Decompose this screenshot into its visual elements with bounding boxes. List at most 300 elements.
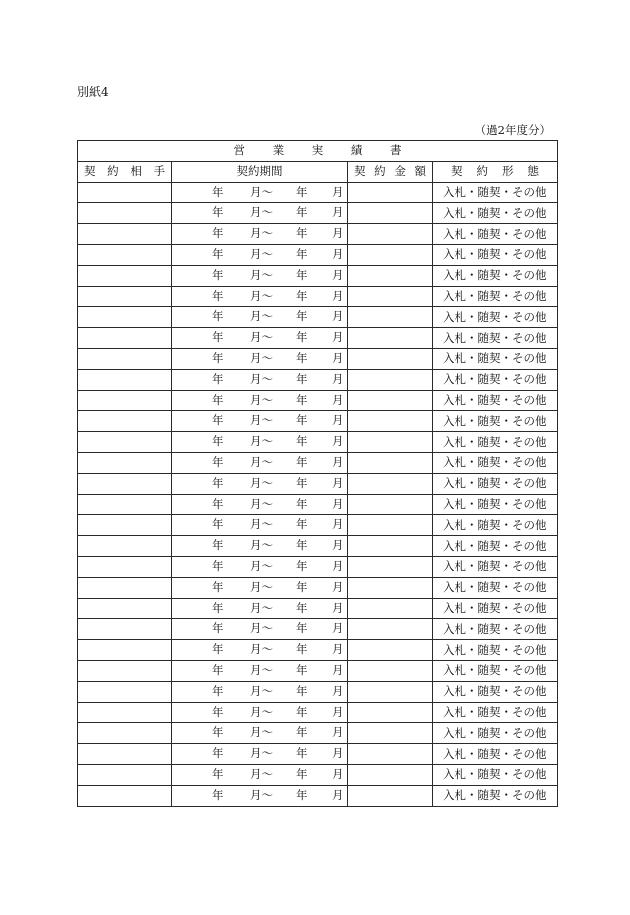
period-start-year: 年 [212,746,224,761]
period-start-year: 年 [212,704,224,719]
amount-cell[interactable] [348,681,433,702]
amount-cell[interactable] [348,348,433,369]
contract-form-cell[interactable]: 入札・随契・その他 [433,785,558,806]
period-start-month: 月〜 [250,642,273,657]
period-start-month: 月〜 [250,330,273,345]
table-row [78,224,558,245]
table-row [78,473,558,494]
period-start-month: 月〜 [250,496,273,511]
period-end-year: 年 [296,330,308,345]
period-start-year: 年 [212,579,224,594]
period-end-month: 月 [332,683,344,698]
period-end-year: 年 [296,538,308,553]
header-partner-char: 手 [153,164,165,179]
partner-cell[interactable] [78,203,172,224]
period-start-month: 月〜 [250,434,273,449]
period-end-year: 年 [296,226,308,241]
table-body [78,182,558,806]
table-row [78,265,558,286]
period-start-month: 月〜 [250,392,273,407]
contract-form-cell[interactable]: 入札・随契・その他 [433,390,558,411]
period-cell[interactable] [172,224,348,245]
partner-cell[interactable] [78,244,172,265]
partner-cell[interactable] [78,702,172,723]
period-end-month: 月 [332,330,344,345]
contract-form-cell[interactable]: 入札・随契・その他 [433,286,558,307]
period-end-month: 月 [332,434,344,449]
period-end-month: 月 [332,454,344,469]
amount-cell[interactable] [348,307,433,328]
period-end-year: 年 [296,392,308,407]
header-amount-char: 契 [354,164,366,179]
table-row [78,556,558,577]
table-row [78,764,558,785]
period-start-month: 月〜 [250,600,273,615]
table-row [78,369,558,390]
table-row [78,494,558,515]
table-row [78,577,558,598]
amount-cell[interactable] [348,473,433,494]
contract-form-cell[interactable]: 入札・随契・その他 [433,723,558,744]
table-row [78,660,558,681]
header-partner [78,161,172,182]
period-end-year: 年 [296,246,308,261]
period-start-month: 月〜 [250,350,273,365]
period-end-year: 年 [296,787,308,802]
table-row [78,536,558,557]
period-end-year: 年 [296,371,308,386]
period-end-month: 月 [332,766,344,781]
period-cell[interactable] [172,598,348,619]
period-end-month: 月 [332,288,344,303]
period-end-year: 年 [296,309,308,324]
period-end-month: 月 [332,746,344,761]
period-start-month: 月〜 [250,766,273,781]
period-cell[interactable] [172,452,348,473]
header-partner-char: 契 [84,164,96,179]
amount-cell[interactable] [348,723,433,744]
period-note: （過2年度分） [474,123,551,137]
period-start-year: 年 [212,600,224,615]
header-period: 契約期間 [172,161,348,182]
table-title-char: 営 [233,143,245,158]
header-partner-char: 相 [130,164,142,179]
partner-cell[interactable] [78,515,172,536]
table-title-char: 実 [311,143,324,158]
partner-cell[interactable] [78,452,172,473]
header-form-char: 契 [451,164,463,179]
period-end-year: 年 [296,267,308,282]
period-start-year: 年 [212,642,224,657]
period-end-year: 年 [296,413,308,428]
table-title-char: 書 [390,143,402,158]
partner-cell[interactable] [78,307,172,328]
partner-cell[interactable] [78,286,172,307]
period-start-month: 月〜 [250,413,273,428]
partner-cell[interactable] [78,432,172,453]
period-cell[interactable] [172,473,348,494]
table-row [78,182,558,203]
period-start-month: 月〜 [250,267,273,282]
contract-form-cell[interactable]: 入札・随契・その他 [433,619,558,640]
partner-cell[interactable] [78,182,172,203]
amount-cell[interactable] [348,744,433,765]
header-partner-text [78,162,171,181]
contract-form-cell[interactable]: 入札・随契・その他 [433,556,558,577]
partner-cell[interactable] [78,598,172,619]
contract-form-cell[interactable]: 入札・随契・その他 [433,640,558,661]
period-end-month: 月 [332,642,344,657]
period-start-month: 月〜 [250,475,273,490]
period-end-year: 年 [296,517,308,532]
period-start-year: 年 [212,725,224,740]
partner-cell[interactable] [78,265,172,286]
table-row [78,432,558,453]
period-cell[interactable] [172,244,348,265]
period-start-month: 月〜 [250,579,273,594]
amount-cell[interactable] [348,785,433,806]
contract-form-cell[interactable]: 入札・随契・その他 [433,598,558,619]
period-end-year: 年 [296,579,308,594]
period-start-month: 月〜 [250,621,273,636]
period-end-year: 年 [296,766,308,781]
period-start-year: 年 [212,371,224,386]
period-start-month: 月〜 [250,205,273,220]
table-row [78,702,558,723]
period-end-year: 年 [296,350,308,365]
amount-cell[interactable] [348,432,433,453]
table-row [78,244,558,265]
period-cell[interactable] [172,494,348,515]
period-cell[interactable] [172,764,348,785]
period-cell[interactable] [172,265,348,286]
amount-cell[interactable] [348,702,433,723]
table-row [78,348,558,369]
amount-cell[interactable] [348,619,433,640]
period-start-year: 年 [212,288,224,303]
partner-cell[interactable] [78,224,172,245]
contract-form-cell[interactable]: 入札・随契・その他 [433,515,558,536]
amount-cell[interactable] [348,203,433,224]
period-start-year: 年 [212,205,224,220]
contract-form-cell[interactable]: 入札・随契・その他 [433,369,558,390]
period-cell[interactable] [172,411,348,432]
contract-form-cell[interactable]: 入札・随契・その他 [433,681,558,702]
period-end-month: 月 [332,267,344,282]
period-start-year: 年 [212,538,224,553]
period-start-month: 月〜 [250,725,273,740]
partner-cell[interactable] [78,390,172,411]
period-start-month: 月〜 [250,309,273,324]
document-label: 別紙4 [77,85,109,99]
header-form-char: 形 [502,164,514,179]
table-row [78,598,558,619]
period-start-month: 月〜 [250,683,273,698]
table-row [78,452,558,473]
table-row [78,515,558,536]
period-start-year: 年 [212,475,224,490]
amount-cell[interactable] [348,598,433,619]
period-start-year: 年 [212,621,224,636]
period-end-month: 月 [332,371,344,386]
period-end-year: 年 [296,558,308,573]
period-cell[interactable] [172,182,348,203]
period-start-year: 年 [212,184,224,199]
period-cell[interactable] [172,307,348,328]
table-row [78,619,558,640]
amount-cell[interactable] [348,660,433,681]
title-row [78,141,558,162]
partner-cell[interactable] [78,473,172,494]
contract-form-cell[interactable]: 入札・随契・その他 [433,411,558,432]
period-start-month: 月〜 [250,538,273,553]
period-end-year: 年 [296,475,308,490]
period-end-month: 月 [332,350,344,365]
period-end-month: 月 [332,517,344,532]
amount-cell[interactable] [348,577,433,598]
period-start-year: 年 [212,496,224,511]
table-row [78,723,558,744]
period-end-month: 月 [332,558,344,573]
amount-cell[interactable] [348,411,433,432]
period-start-month: 月〜 [250,371,273,386]
header-row [78,161,558,182]
amount-cell[interactable] [348,328,433,349]
table-row [78,681,558,702]
period-start-month: 月〜 [250,226,273,241]
period-start-month: 月〜 [250,246,273,261]
period-end-year: 年 [296,662,308,677]
period-start-year: 年 [212,246,224,261]
table-row [78,744,558,765]
period-cell[interactable] [172,556,348,577]
partner-cell[interactable] [78,577,172,598]
amount-cell[interactable] [348,515,433,536]
amount-cell[interactable] [348,764,433,785]
period-start-year: 年 [212,454,224,469]
partner-cell[interactable] [78,619,172,640]
header-amount [348,161,433,182]
period-start-year: 年 [212,787,224,802]
contract-form-cell[interactable]: 入札・随契・その他 [433,494,558,515]
header-form-char: 約 [476,164,488,179]
period-end-month: 月 [332,662,344,677]
table-row [78,203,558,224]
period-start-year: 年 [212,558,224,573]
period-end-month: 月 [332,309,344,324]
period-end-month: 月 [332,246,344,261]
period-end-year: 年 [296,184,308,199]
table-row [78,390,558,411]
period-start-year: 年 [212,413,224,428]
period-end-year: 年 [296,205,308,220]
period-end-month: 月 [332,621,344,636]
contract-form-cell[interactable]: 入札・随契・その他 [433,702,558,723]
period-start-year: 年 [212,517,224,532]
header-form-char: 態 [527,164,539,179]
partner-cell[interactable] [78,494,172,515]
amount-cell[interactable] [348,224,433,245]
period-cell[interactable] [172,723,348,744]
partner-cell[interactable] [78,348,172,369]
partner-cell[interactable] [78,785,172,806]
period-cell[interactable] [172,515,348,536]
amount-cell[interactable] [348,452,433,473]
table-row [78,411,558,432]
partner-cell[interactable] [78,681,172,702]
header-amount-char: 額 [414,164,426,179]
period-start-month: 月〜 [250,704,273,719]
period-end-year: 年 [296,683,308,698]
contract-form-cell[interactable]: 入札・随契・その他 [433,536,558,557]
period-cell[interactable] [172,681,348,702]
contract-form-cell[interactable]: 入札・随契・その他 [433,224,558,245]
period-cell[interactable] [172,536,348,557]
amount-cell[interactable] [348,556,433,577]
table-row [78,640,558,661]
period-end-year: 年 [296,434,308,449]
period-start-month: 月〜 [250,787,273,802]
period-end-year: 年 [296,725,308,740]
period-start-month: 月〜 [250,184,273,199]
header-form-text [433,162,557,181]
amount-cell[interactable] [348,286,433,307]
period-start-month: 月〜 [250,454,273,469]
amount-cell[interactable] [348,265,433,286]
period-end-year: 年 [296,288,308,303]
table-title-char: 業 [272,143,285,158]
period-end-month: 月 [332,475,344,490]
partner-cell[interactable] [78,536,172,557]
table-title-char: 績 [350,143,363,158]
contract-form-cell[interactable]: 入札・随契・その他 [433,473,558,494]
partner-cell[interactable] [78,328,172,349]
partner-cell[interactable] [78,764,172,785]
period-start-year: 年 [212,683,224,698]
period-end-year: 年 [296,621,308,636]
amount-cell[interactable] [348,494,433,515]
header-form [433,161,558,182]
period-end-month: 月 [332,725,344,740]
period-cell[interactable] [172,744,348,765]
table-row [78,307,558,328]
amount-cell[interactable] [348,640,433,661]
contract-form-cell[interactable]: 入札・随契・その他 [433,660,558,681]
period-cell[interactable] [172,203,348,224]
period-end-month: 月 [332,205,344,220]
period-cell[interactable] [172,390,348,411]
period-end-month: 月 [332,226,344,241]
amount-cell[interactable] [348,244,433,265]
period-cell[interactable] [172,348,348,369]
period-start-year: 年 [212,330,224,345]
period-start-year: 年 [212,267,224,282]
table-row [78,328,558,349]
period-cell[interactable] [172,640,348,661]
table-title [78,141,558,162]
partner-cell[interactable] [78,660,172,681]
contract-form-cell[interactable]: 入札・随契・その他 [433,452,558,473]
period-cell[interactable] [172,286,348,307]
period-end-year: 年 [296,746,308,761]
period-start-year: 年 [212,309,224,324]
period-start-year: 年 [212,434,224,449]
period-end-year: 年 [296,704,308,719]
contract-form-cell[interactable]: 入札・随契・その他 [433,432,558,453]
contract-form-cell[interactable]: 入札・随契・その他 [433,244,558,265]
period-end-month: 月 [332,579,344,594]
amount-cell[interactable] [348,390,433,411]
table-row [78,785,558,806]
period-start-month: 月〜 [250,288,273,303]
period-cell[interactable] [172,369,348,390]
period-end-month: 月 [332,600,344,615]
period-start-year: 年 [212,226,224,241]
contract-form-cell[interactable]: 入札・随契・その他 [433,265,558,286]
header-amount-char: 金 [394,164,406,179]
period-end-month: 月 [332,184,344,199]
period-cell[interactable] [172,328,348,349]
period-cell[interactable] [172,785,348,806]
period-start-year: 年 [212,766,224,781]
contract-form-cell[interactable]: 入札・随契・その他 [433,577,558,598]
period-end-month: 月 [332,787,344,802]
partner-cell[interactable] [78,640,172,661]
period-cell[interactable] [172,660,348,681]
period-cell[interactable] [172,619,348,640]
table-title-text [234,141,402,160]
period-start-month: 月〜 [250,517,273,532]
contract-form-cell[interactable]: 入札・随契・その他 [433,764,558,785]
period-end-month: 月 [332,538,344,553]
partner-cell[interactable] [78,411,172,432]
partner-cell[interactable] [78,556,172,577]
period-start-year: 年 [212,392,224,407]
partner-cell[interactable] [78,723,172,744]
period-start-year: 年 [212,350,224,365]
amount-cell[interactable] [348,369,433,390]
contract-form-cell[interactable]: 入札・随契・その他 [433,307,558,328]
contract-form-cell[interactable]: 入札・随契・その他 [433,348,558,369]
period-start-month: 月〜 [250,558,273,573]
contract-form-cell[interactable]: 入札・随契・その他 [433,744,558,765]
period-end-month: 月 [332,413,344,428]
contract-form-cell[interactable]: 入札・随契・その他 [433,182,558,203]
header-amount-text [348,162,432,181]
business-record-table [77,140,558,807]
amount-cell[interactable] [348,182,433,203]
header-partner-char: 約 [107,164,119,179]
contract-form-cell[interactable]: 入札・随契・その他 [433,328,558,349]
partner-cell[interactable] [78,744,172,765]
partner-cell[interactable] [78,369,172,390]
period-end-year: 年 [296,642,308,657]
period-cell[interactable] [172,432,348,453]
contract-form-cell[interactable]: 入札・随契・その他 [433,203,558,224]
period-cell[interactable] [172,577,348,598]
header-amount-char: 約 [374,164,386,179]
period-end-month: 月 [332,496,344,511]
period-start-month: 月〜 [250,746,273,761]
period-start-year: 年 [212,662,224,677]
period-cell[interactable] [172,702,348,723]
period-end-year: 年 [296,600,308,615]
amount-cell[interactable] [348,536,433,557]
table-row [78,286,558,307]
period-end-month: 月 [332,392,344,407]
period-end-year: 年 [296,454,308,469]
period-end-month: 月 [332,704,344,719]
